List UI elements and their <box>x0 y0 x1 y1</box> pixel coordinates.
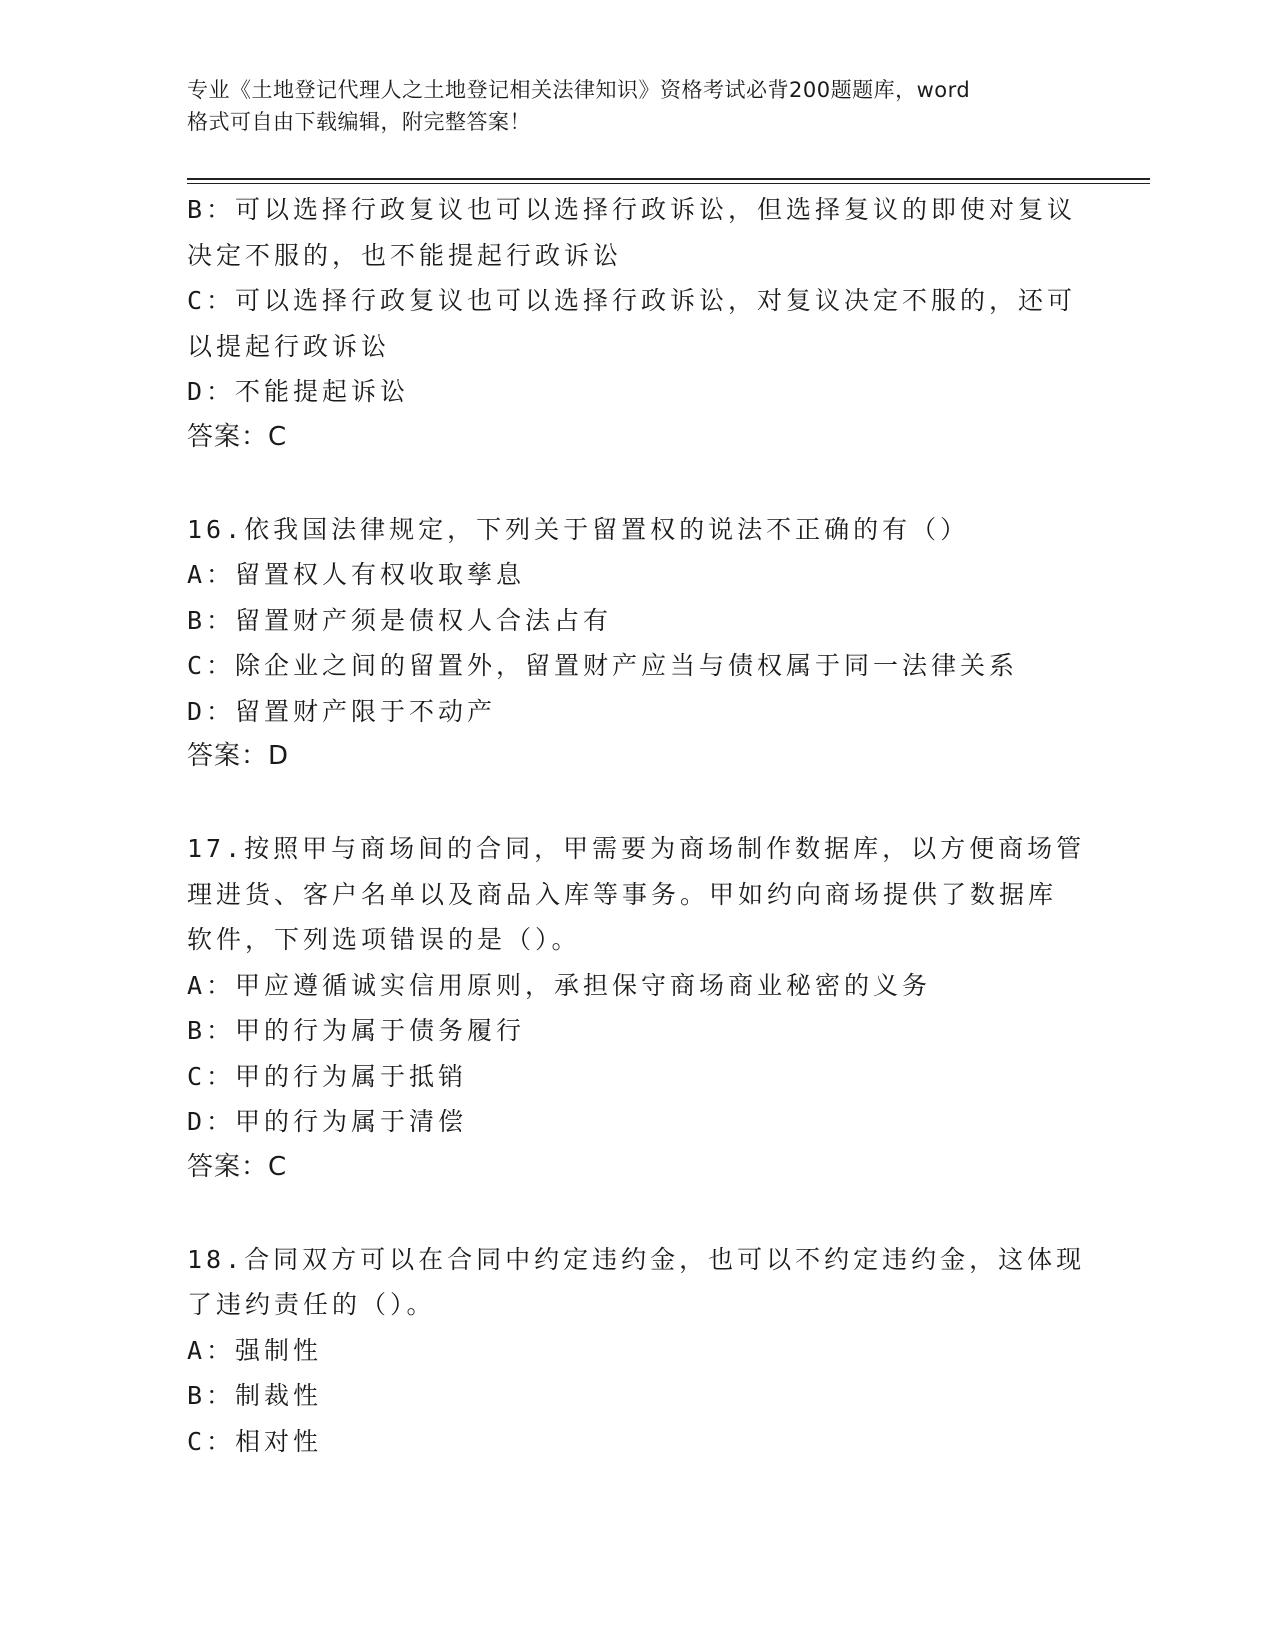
question-list <box>187 187 1087 1464</box>
q17-stem-line-2: 理进货、客户名单以及商品入库等事务。甲如约向商场提供了数据库 <box>187 879 1058 909</box>
spacer <box>187 1190 1087 1237</box>
question-15-fragment <box>187 187 1087 460</box>
header-divider-thick <box>187 178 1150 180</box>
question-18 <box>187 1237 1087 1465</box>
q18-option-a: A：强制性 <box>187 1335 323 1365</box>
q16-option-c: C：除企业之间的留置外，留置财产应当与债权属于同一法律关系 <box>187 651 1019 680</box>
q17-stem-line-3: 软件，下列选项错误的是（）。 <box>187 925 581 954</box>
q15-answer: 答案：C <box>187 421 288 452</box>
question-17 <box>187 826 1087 1190</box>
q17-option-c: C：甲的行为属于抵销 <box>187 1061 468 1091</box>
q18-stem-line-1: 18.合同双方可以在合同中约定违约金，也可以不约定违约金，这体现 <box>187 1244 1086 1274</box>
document-header <box>187 74 1087 138</box>
q17-option-b: B：甲的行为属于债务履行 <box>187 1016 526 1045</box>
q17-option-d: D：甲的行为属于清偿 <box>187 1107 468 1136</box>
spacer <box>187 460 1087 507</box>
q15-option-b-line-1: B：可以选择行政复议也可以选择行政诉讼，但选择复议的即使对复议 <box>187 195 1077 224</box>
header-title-line-2: 格式可自由下载编辑，附完整答案！ <box>187 110 531 134</box>
q18-stem-line-2: 了违约责任的（）。 <box>187 1290 436 1319</box>
header-divider-thin <box>187 183 1150 184</box>
q17-answer: 答案：C <box>187 1151 288 1182</box>
q18-option-b: B：制裁性 <box>187 1381 323 1410</box>
q16-stem: 16.依我国法律规定，下列关于留置权的说法不正确的有（） <box>187 514 970 544</box>
q16-answer: 答案：D <box>187 741 290 771</box>
q17-option-a: A：甲应遵循诚实信用原则，承担保守商场商业秘密的义务 <box>187 970 932 1000</box>
q18-option-c: C：相对性 <box>187 1426 323 1456</box>
q16-option-b: B：留置财产须是债权人合法占有 <box>187 605 613 635</box>
q15-option-c-line-2: 以提起行政诉讼 <box>187 331 391 361</box>
q16-option-d: D：留置财产限于不动产 <box>187 696 497 726</box>
question-16 <box>187 507 1087 780</box>
q15-option-b-line-2: 决定不服的，也不能提起行政诉讼 <box>187 240 623 270</box>
spacer <box>187 779 1087 826</box>
q16-option-a: A：留置权人有权收取孳息 <box>187 560 526 589</box>
q15-option-d: D：不能提起诉讼 <box>187 377 410 406</box>
header-title-line-1: 专业《土地登记代理人之土地登记相关法律知识》资格考试必背200题题库，word <box>187 78 971 102</box>
q17-stem-line-1: 17.按照甲与商场间的合同，甲需要为商场制作数据库，以方便商场管 <box>187 834 1086 863</box>
q15-option-c-line-1: C：可以选择行政复议也可以选择行政诉讼，对复议决定不服的，还可 <box>187 286 1077 315</box>
